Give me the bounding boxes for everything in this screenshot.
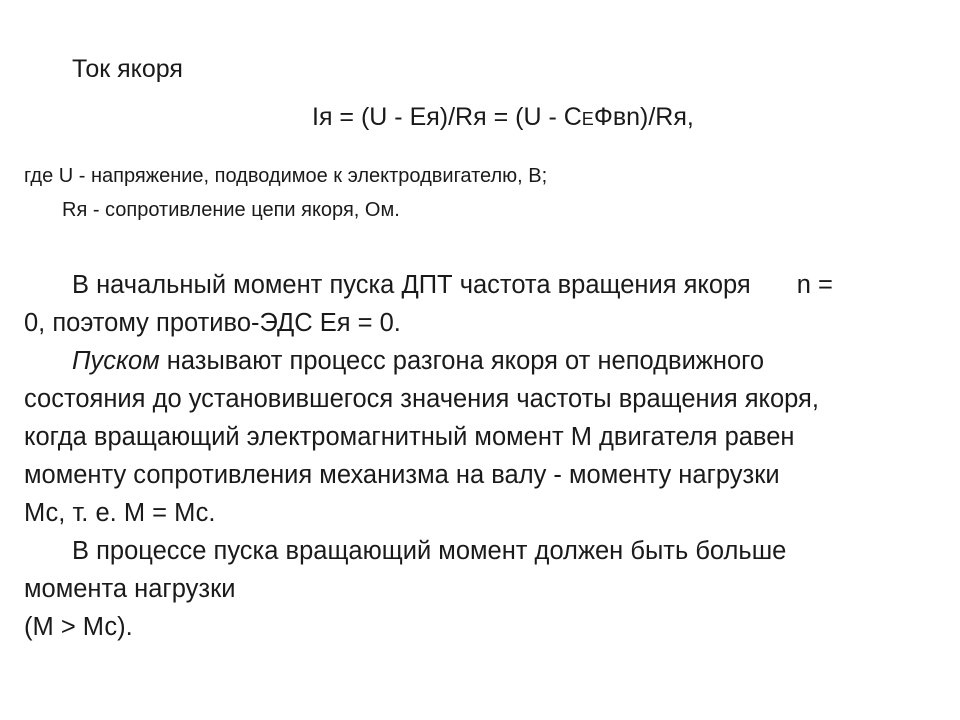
para1-line2: 0, поэтому противо-ЭДС Eя = 0. (24, 309, 401, 337)
para3-line3: (М > Мс). (24, 613, 133, 641)
armature-current-formula (312, 100, 694, 136)
para2-line1 (72, 342, 764, 380)
para1-line1 (72, 266, 833, 304)
para2-term-start: Пуском (72, 347, 160, 375)
para2-line1-rest: называют процесс разгона якоря от неподвижного (159, 347, 765, 375)
para2-line2: состояния до установившегося значения частоты вращения якоря, (24, 385, 819, 413)
para1-line1-start: В начальный момент пуска ДПТ частота вращения якоря (72, 271, 751, 299)
para2-line3: когда вращающий электромагнитный момент М двигателя равен (24, 423, 795, 451)
formula-part-1: Iя = (U - Eя)/Rя = (U - C (312, 103, 582, 131)
para2-line5: Мс, т. е. М = Мс. (24, 499, 216, 527)
para2-line4: моменту сопротивления механизма на валу - моменту нагрузки (24, 461, 780, 489)
where-line-resistance: Rя - сопротивление цепи якоря, Ом. (62, 199, 400, 221)
para1-line1-end: n = (796, 271, 833, 299)
where-line-voltage: где U - напряжение, подводимое к электродвигателю, В; (24, 165, 548, 187)
para3-line1: В процессе пуска вращающий момент должен быть больше (72, 537, 787, 565)
formula-part-2: Фвn)/Rя, (593, 103, 694, 131)
para3-line2: момента нагрузки (24, 575, 236, 603)
heading-armature-current: Ток якоря (72, 55, 183, 83)
formula-subscript-e: E (581, 109, 594, 129)
